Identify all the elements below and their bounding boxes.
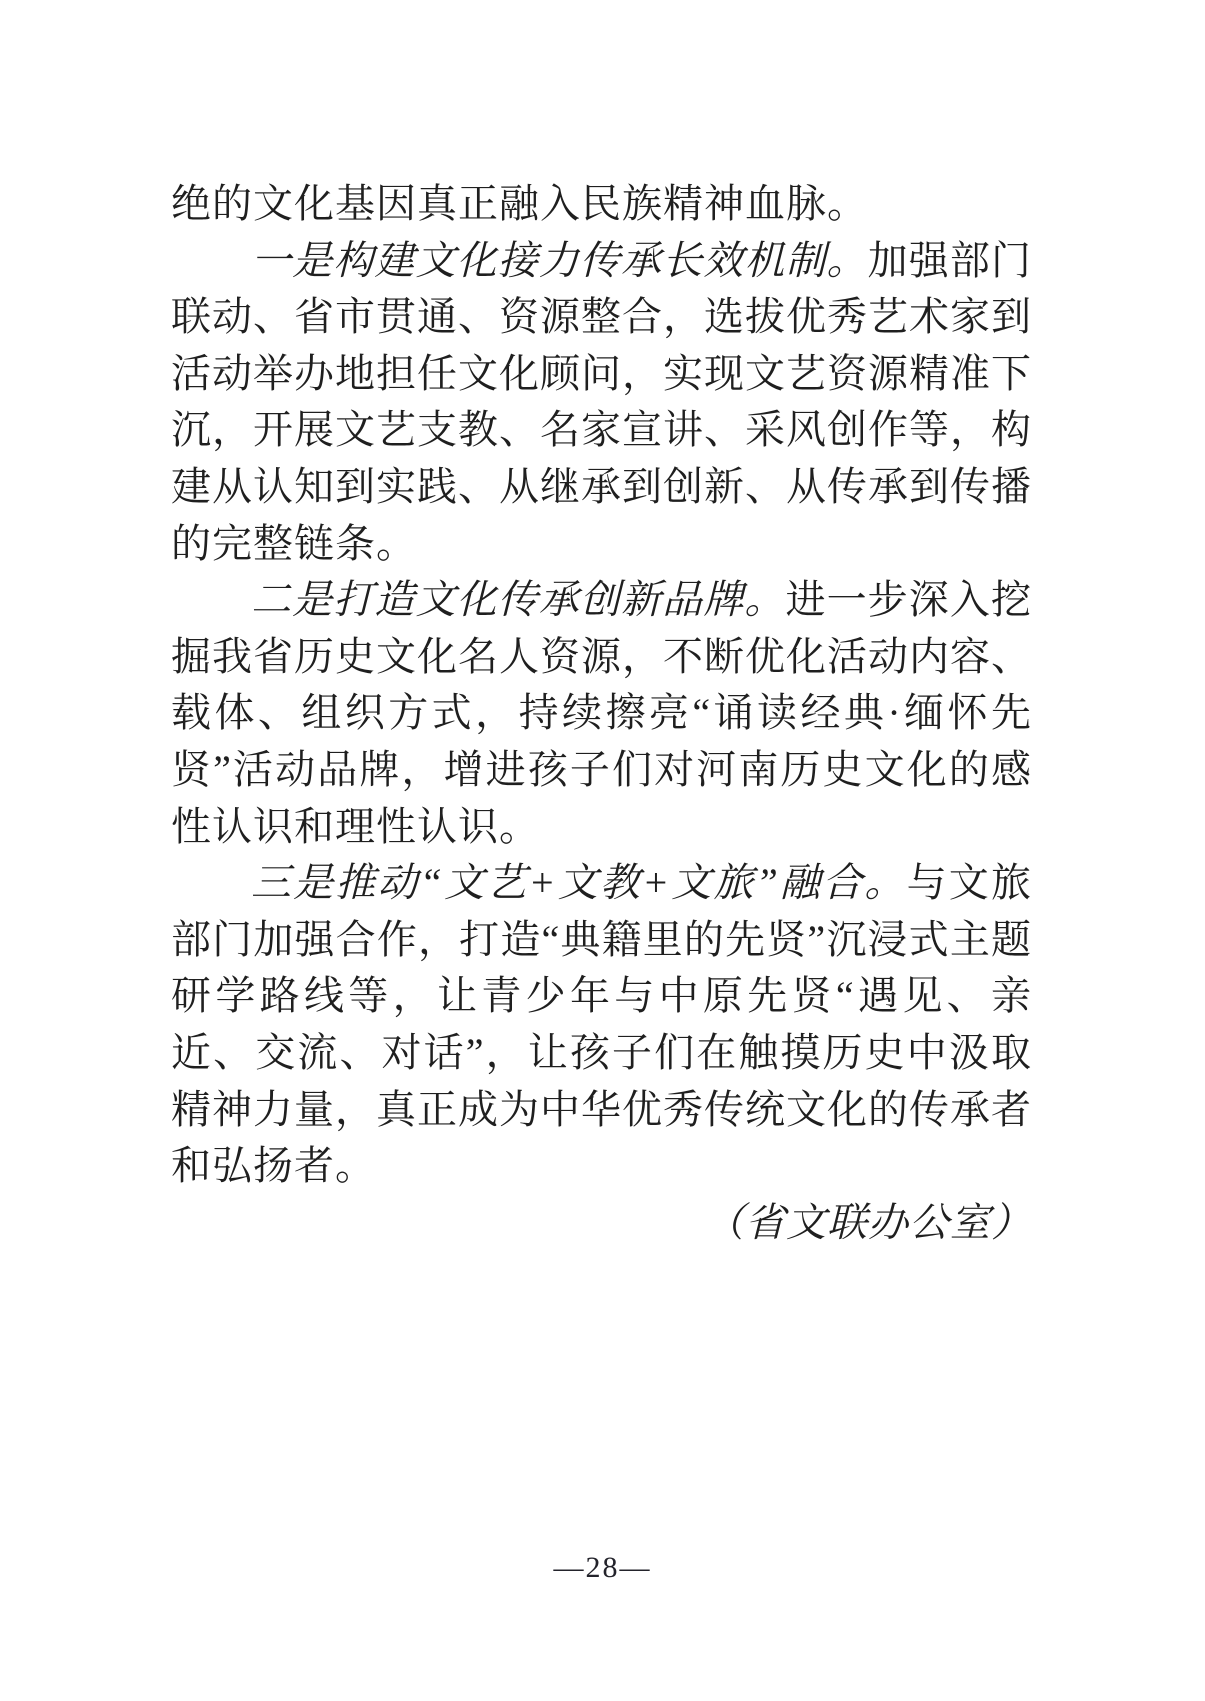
attribution-text: （省文联办公室） bbox=[704, 1199, 1032, 1245]
paragraph-continuation bbox=[171, 176, 1032, 233]
paragraph-point-1 bbox=[171, 233, 1032, 573]
paragraph-text: 加强部门联动、省市贯通、资源整合，选拔优秀艺术家到活动举办地担任文化顾问，实现文艺资源精准下沉，开展文艺支教、名家宣讲、采风创作等，构建从认知到实践、从继承到创新、从传承到传播的完整链条。 bbox=[171, 237, 1033, 566]
document-body bbox=[171, 176, 1032, 1251]
page-number: —28— bbox=[553, 1551, 652, 1584]
paragraph-point-3 bbox=[171, 855, 1032, 1195]
paragraph-point-2 bbox=[171, 572, 1032, 855]
page-footer bbox=[0, 1552, 1205, 1584]
attribution-line bbox=[171, 1195, 1032, 1252]
paragraph-text: 绝的文化基因真正融入民族精神血脉。 bbox=[171, 181, 868, 226]
paragraph-text: 进一步深入挖掘我省历史文化名人资源，不断优化活动内容、载体、组织方式，持续擦亮“诵读经典·缅怀先贤”活动品牌，增进孩子们对河南历史文化的感性认识和理性认识。 bbox=[171, 577, 1033, 849]
paragraph-lead: 一是构建文化接力传承长效机制。 bbox=[251, 237, 868, 283]
paragraph-text: 与文旅部门加强合作，打造“典籍里的先贤”沉浸式主题研学路线等，让青少年与中原先贤“遇见、亲近、交流、对话”，让孩子们在触摸历史中汲取精神力量，真正成为中华优秀传统文化的传承者和弘扬者。 bbox=[171, 860, 1032, 1189]
paragraph-lead: 三是推动“文艺+文教+文旅”融合。 bbox=[251, 860, 907, 906]
paragraph-lead: 二是打造文化传承创新品牌。 bbox=[251, 577, 786, 623]
